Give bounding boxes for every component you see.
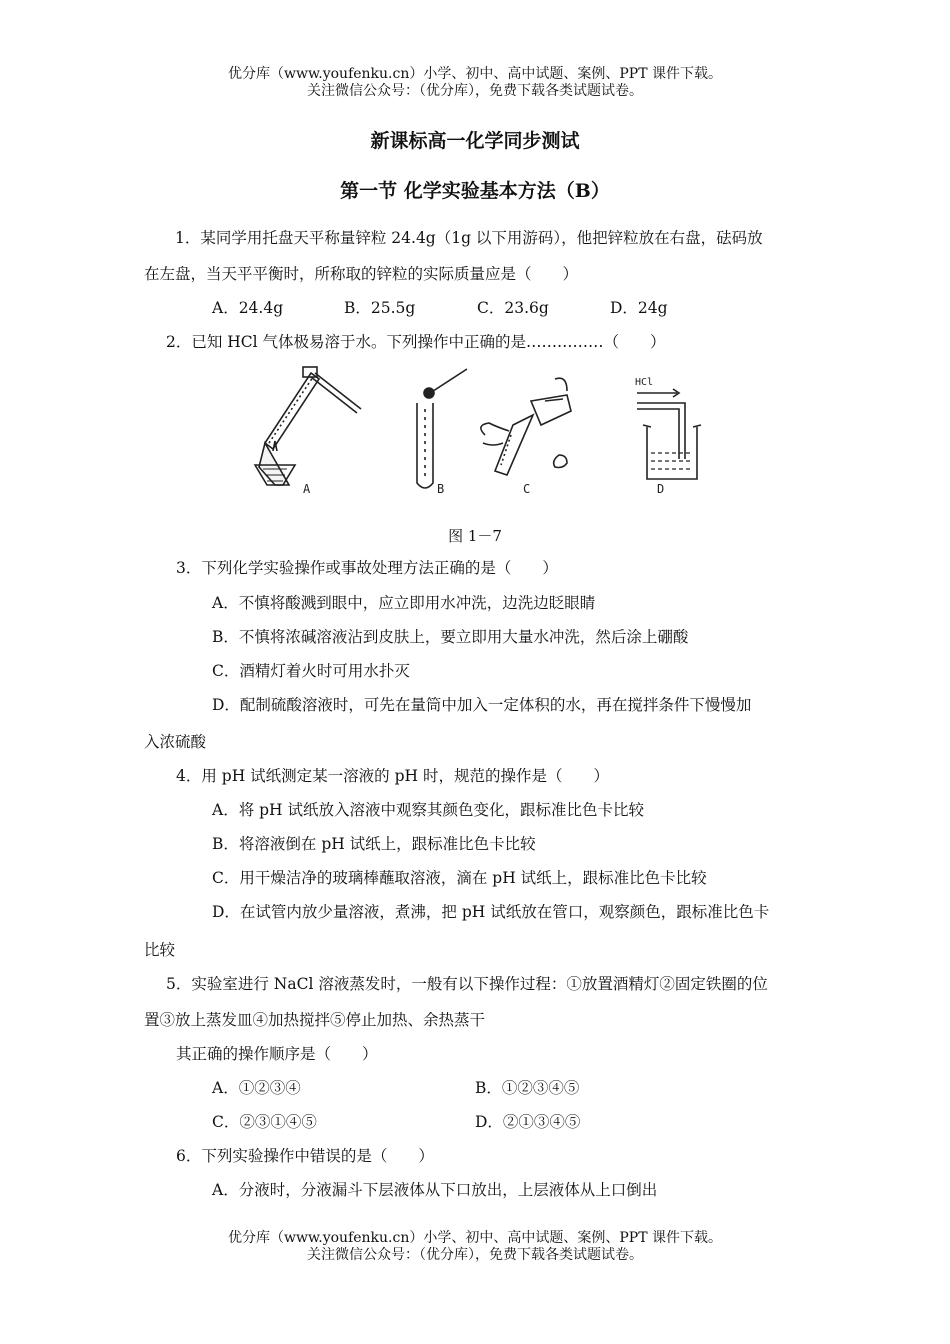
q5-option-a: A．①②③④ xyxy=(212,1079,301,1097)
figure-label-b: B xyxy=(437,482,445,496)
q5-stem-line2: 置③放上蒸发皿④加热搅拌⑤停止加热、余热蒸干 xyxy=(144,1011,486,1029)
q5-stem-line3: 其正确的操作顺序是（ ） xyxy=(176,1045,378,1063)
q4-option-a: A．将 pH 试纸放入溶液中观察其颜色变化，跟标准比色卡比较 xyxy=(212,801,644,819)
header-line-2: 关注微信公众号：（优分库），免费下载各类试题试卷。 xyxy=(307,83,643,99)
footer-line-2: 关注微信公众号：（优分库），免费下载各类试题试卷。 xyxy=(307,1247,643,1263)
q5-option-b: B．①②③④⑤ xyxy=(475,1079,580,1097)
q5-option-c: C．②③①④⑤ xyxy=(212,1113,317,1131)
q1-option-b: B．25.5g xyxy=(344,299,416,317)
q3-option-d-line2: 入浓硫酸 xyxy=(144,733,207,751)
q4-option-c: C．用干燥洁净的玻璃棒蘸取溶液，滴在 pH 试纸上，跟标准比色卡比较 xyxy=(212,869,707,887)
figure-d-gas-label: HCl xyxy=(635,377,654,388)
figure-caption: 图 1－7 xyxy=(448,527,502,545)
q1-stem-line2: 在左盘，当天平平衡时，所称取的锌粒的实际质量应是（ ） xyxy=(144,265,579,283)
page-footer xyxy=(0,1230,950,1264)
q1-stem-line1: 1．某同学用托盘天平称量锌粒 24.4g（1g 以下用游码），他把锌粒放在右盘，砝码放 xyxy=(175,229,763,247)
q3-option-a: A．不慎将酸溅到眼中，应立即用水冲洗，边洗边眨眼睛 xyxy=(212,594,596,612)
figure-label-a: A xyxy=(303,482,311,496)
q4-option-d-line1: D．在试管内放少量溶液，煮沸，把 pH 试纸放在管口，观察颜色，跟标准比色卡 xyxy=(212,903,770,921)
q4-option-b: B．将溶液倒在 pH 试纸上，跟标准比色卡比较 xyxy=(212,835,536,853)
q6-stem: 6．下列实验操作中错误的是（ ） xyxy=(176,1147,434,1165)
q6-option-a: A．分液时，分液漏斗下层液体从下口放出，上层液体从上口倒出 xyxy=(212,1181,658,1199)
q3-option-c: C．酒精灯着火时可用水扑灭 xyxy=(212,662,410,680)
document-title: 新课标高一化学同步测试 xyxy=(370,130,580,152)
figure-d-gas-absorption xyxy=(637,389,701,479)
header-line-1: 优分库（www.youfenku.cn）小学、初中、高中试题、案例、PPT 课件下载。 xyxy=(227,66,722,82)
figure-a-heating-apparatus xyxy=(255,367,361,485)
figure-label-c: C xyxy=(523,482,531,496)
q3-stem: 3．下列化学实验操作或事故处理方法正确的是（ ） xyxy=(176,559,558,577)
figure-c-pouring-operation xyxy=(481,378,571,475)
q3-option-d-line1: D．配制硫酸溶液时，可先在量筒中加入一定体积的水，再在搅拌条件下慢慢加 xyxy=(212,696,752,714)
q1-option-c: C．23.6g xyxy=(477,299,549,317)
q3-option-b: B．不慎将浓碱溶液沾到皮肤上，要立即用大量水冲洗，然后涂上硼酸 xyxy=(212,628,689,646)
q4-option-d-line2: 比较 xyxy=(144,941,176,959)
q5-option-d: D．②①③④⑤ xyxy=(475,1113,581,1131)
figure-label-d: D xyxy=(657,482,665,496)
q5-stem-line1: 5．实验室进行 NaCl 溶液蒸发时，一般有以下操作过程：①放置酒精灯②固定铁圈的位 xyxy=(166,975,768,993)
q2-stem: 2．已知 HCl 气体极易溶于水。下列操作中正确的是……………（ ） xyxy=(166,333,666,351)
section-subtitle: 第一节 化学实验基本方法（B） xyxy=(340,180,610,202)
q1-option-a: A．24.4g xyxy=(212,299,284,317)
footer-line-1: 优分库（www.youfenku.cn）小学、初中、高中试题、案例、PPT 课件下载。 xyxy=(227,1230,722,1246)
figure-b-test-tube-dropper xyxy=(417,369,467,488)
lab-operation-figure xyxy=(245,365,715,500)
q1-option-d: D．24g xyxy=(610,299,668,317)
q4-stem: 4．用 pH 试纸测定某一溶液的 pH 时，规范的操作是（ ） xyxy=(176,767,609,785)
page-header xyxy=(0,66,950,100)
